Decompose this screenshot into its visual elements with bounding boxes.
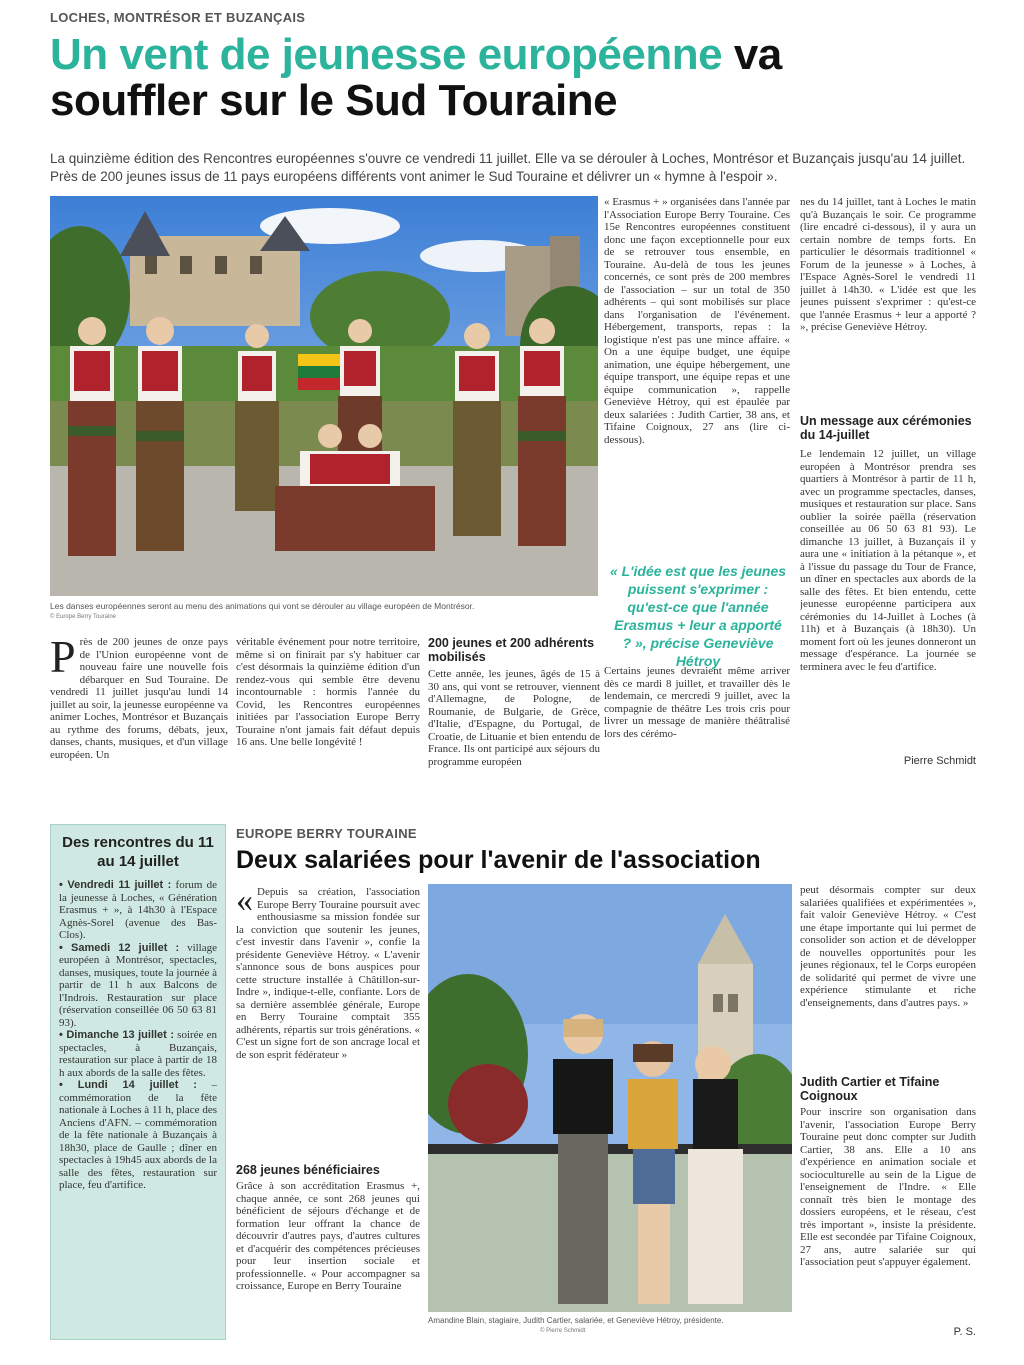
sidebar-title: Des rencontres du 11 au 14 juillet xyxy=(62,834,214,870)
sidebar-item-text: soirée en spectacles, à Buzançais, restauration sur place à partir de 18 h aux abords de la salle des fêtes. xyxy=(59,1029,217,1079)
headline-line-2: souffler sur le Sud Touraine xyxy=(50,76,618,125)
sidebar-body xyxy=(59,879,217,1192)
subhead-268: 268 jeunes bénéficiaires xyxy=(236,1163,380,1177)
text-paragraph: rès de 200 jeunes de onze pays de l'Union européenne vont de nouveau faire une nouvelle fois débarquer en Sud Touraine. De vendredi 11 juillet jusqu'au lundi 14 juillet au soir, la jeunesse européenne va animer Loches, Montrésor et Buzançais au rythme des forums, débats, jeux, danses, chants, musiques, et d'un village européen. Un xyxy=(50,636,228,761)
quote-mark: « xyxy=(236,886,253,919)
text-paragraph: Grâce à son accréditation Erasmus +, chaque année, ce sont 268 jeunes qui bénéficient de séjours d'échange et de formation leur offrant la chance de découvrir d'autres pays, d'autres cultures et d'acquérir des compétences précieuses pour leur insertion sociale et professionnelle. « Pour accompagner sa croissance, Europe en Berry Touraine xyxy=(236,1180,420,1292)
article2-signature: P. S. xyxy=(953,1326,976,1338)
sidebar-item xyxy=(59,879,217,942)
subhead-judith: Judith Cartier et Tifaine Coignoux xyxy=(800,1075,940,1103)
photo-caption: Les danses européennes seront au menu des animations qui vont se dérouler au village européen de Montrésor. xyxy=(50,601,475,611)
sidebar-item-label: • Samedi 12 juillet : xyxy=(59,941,180,954)
article2-kicker: EUROPE BERRY TOURAINE xyxy=(236,826,417,841)
text-paragraph: nes du 14 juillet, tant à Loches le matin qu'à Buzançais le soir. Ce programme (lire encadré ci-dessous), il y aura un certain nombre de temps forts. En particulier le désormais traditionnel « Forum de la jeunesse » à Loches, à l'Espace Agnès-Sorel le vendredi 11 juillet à 14h30. « L'idée est que les jeunes puissent s'exprimer : qu'est-ce que l'année Erasmus + leur a apporté ? », précise Geneviève Hétroy. xyxy=(800,196,976,333)
sidebar-item-label: • Vendredi 11 juillet : xyxy=(59,879,172,891)
subhead-message: Un message aux cérémonies du 14-juillet xyxy=(800,414,972,442)
sidebar-item xyxy=(59,1029,217,1079)
headline-part-2: va xyxy=(722,30,782,79)
sidebar-item xyxy=(59,942,217,1030)
article2-photo-credit: © Pierre Schmidt xyxy=(540,1328,586,1334)
article1-column-right1-bottom xyxy=(604,665,790,800)
article1-column-c xyxy=(428,668,600,804)
sidebar-item-label: • Dimanche 13 juillet : xyxy=(59,1029,174,1041)
chapo: La quinzième édition des Rencontres européennes s'ouvre ce vendredi 11 juillet. Elle va se dérouler à Loches, Montrésor et Buzançais jusqu'au 14 juillet. Près de 200 jeunes issus de 11 pays européens différents vont animer le Sud Touraine et délivrer un « hymne à l'espoir ». xyxy=(50,151,966,184)
sidebar-item-text: village européen à Montrésor, spectacles, danses, musiques, toute la journée à partir de 11 h aux Balcons de l'Indrois. Restauration sur place (réservation conseillée 06 50 63 81 93). xyxy=(59,941,217,1029)
sidebar-item xyxy=(59,1079,217,1192)
text-paragraph: Certains jeunes devraient même arriver dès ce mardi 8 juillet, et travailler dès le lendemain, ce mercredi 9 juillet, avec la compagnie de théâtre Les trois cris pour livrer un message de manière théâtralisé lors des cérémo- xyxy=(604,665,790,740)
signature: Pierre Schmidt xyxy=(903,755,976,767)
article1-column-a xyxy=(50,636,228,804)
photo-credit: © Europe Berry Touraine xyxy=(50,614,117,620)
main-photo xyxy=(50,196,598,596)
article2-photo-caption: Amandine Blain, stagiaire, Judith Cartier, salariée, et Geneviève Hétroy, présidente. xyxy=(428,1316,724,1325)
article2-column-a-top xyxy=(236,886,420,1156)
article1-column-right1 xyxy=(604,196,790,550)
text-paragraph: Le lendemain 12 juillet, un village européen à Montrésor prendra ses quartiers à Montrésor à partir de 11 h, avec un programme spectacles, danses, musiques et restauration sur place. Sans oublier la soirée paëlla (réservation conseillée au 06 50 63 81 93). Le dimanche 13 juillet, à Buzançais il y aura une « initiation à la pétanque », et à l'issue du passage du Tour de France, un dîner en spectacles aux abords de la salle des fêtes. Et bien entendu, cette jeunesse européenne participera aux cérémonies du 14-Juillet à Loches (à 11h) et à Buzançais (à 18h30). Un moment fort où les jeunes donneront un message d'espérance. La journée se terminera avec le feu d'artifice. xyxy=(800,448,976,673)
article2-column-b-top xyxy=(800,884,976,1066)
sidebar-item-text: forum de la jeunesse à Loches, « Génération Erasmus + », à 14h30 à l'Espace Agnès-Sorel (avenue des Bas-Clos). xyxy=(59,879,217,941)
text-paragraph: véritable événement pour notre territoire, même si on finirait par s'y habituer car c'est désormais la quinzième édition d'un rendez-vous qui semble être devenu incontournable : hormis l'année du Covid, les Rencontres européennes initiées par l'association Europe Berry Touraine n'ont jamais fait défaut depuis 16 ans. Une belle longévité ! xyxy=(236,636,420,748)
article1-column-right2-bottom xyxy=(800,448,976,748)
section-kicker: LOCHES, MONTRÉSOR ET BUZANÇAIS xyxy=(50,10,306,25)
article2-headline: Deux salariées pour l'avenir de l'association xyxy=(236,846,761,874)
text-paragraph: « Erasmus + » organisées dans l'année par l'Association Europe Berry Touraine. Ces 15e Rencontres européennes constituent donc une façon exceptionnelle pour eux de se retrouver tous ensemble, en Touraine. Au-delà de tous les jeunes concernés, ce sont près de 200 membres de l'association – sur un total de 350 adhérents – qui sont mobilisés sur place dans l'organisation de l'événement. Hébergement, transports, repas : la logistique n'est pas une mince affaire. « On a une équipe budget, une équipe animation, une équipe hébergement, une équipe transport, une équipe repas et une équipe communication », rappelle Geneviève Hétroy, qui est épaulée par deux salariées : Judith Cartier, 38 ans, et Tifaine Coignoux, 27 ans (lire ci-dessous). xyxy=(604,196,790,446)
text-paragraph: Depuis sa création, l'association Europe Berry Touraine poursuit avec enthousiasme sa mission fondée sur la conviction que soutenir les jeunes, c'est investir dans l'avenir », confie la présidente Geneviève Hétroy. « L'avenir s'annonce sous de bons auspices pour cette structure installée à Châtillon-sur-Indre », indique-t-elle, confiante. Lors de sa dernière assemblée générale, Europe en Berry Touraine comptait 355 adhérents, répartis sur trois générations. « C'est un signe fort de son ancrage local et de son esprit fédérateur » xyxy=(236,886,420,1061)
article2-photo xyxy=(428,884,792,1312)
dropcap: P xyxy=(50,636,76,682)
text-paragraph: Cette année, les jeunes, âgés de 15 à 30 ans, qui vont se retrouver, viennent d'Allemagne, de Pologne, de Roumanie, de Bulgarie, de Grèce, d'Italie, d'Espagne, du Portugal, de Croatie, de Lituanie et bien entendu de France. Ils ont participé aux séjours du programme européen xyxy=(428,668,600,768)
article1-column-right2-top xyxy=(800,196,976,406)
headline xyxy=(50,32,980,124)
sidebar-item-label: • Lundi 14 juillet : xyxy=(59,1079,197,1091)
subhead-200: 200 jeunes et 200 adhérents mobilisés xyxy=(428,636,595,664)
sidebar-box xyxy=(50,824,226,1340)
headline-green-part: Un vent de jeunesse européenne xyxy=(50,30,723,79)
sidebar-item-text: – commémoration de la fête nationale à Loches à 11 h, place des Anciens d'AFN. – commémoration de la fête nationale à Buzançais à 18h30, place de Gaulle ; dîner en spectacles à 19h45 aux abords de la salle des fêtes, restauration sur place, feu d'artifice. xyxy=(59,1079,217,1191)
text-paragraph: Pour inscrire son organisation dans l'avenir, l'association Europe Berry Touraine peut donc compter sur Judith Cartier, 38 ans. Elle a 10 ans d'expérience en animation sociale et socioculturelle au sein de la Ligue de l'enseignement de l'Indre. « Elle connaît très bien le montage des dossiers européens, et le réseau, c'est très important », insiste la présidente. Elle est secondée par Tifaine Coignoux, 27 ans, autre salariée sur qui l'association peut s'appuyer également. xyxy=(800,1106,976,1268)
article1-column-b xyxy=(236,636,420,804)
article2-column-a-bottom xyxy=(236,1180,420,1340)
article2-column-b-bottom xyxy=(800,1106,976,1320)
pull-quote: « L'idée est que les jeunes puissent s'exprimer : qu'est-ce que l'année Erasmus + leur a apporté ? », précise Geneviève Hétroy xyxy=(609,563,787,669)
text-paragraph: peut désormais compter sur deux salariées qualifiées et expérimentées », fait valoir Geneviève Hétroy. « C'est une étape importante qui lui permet de consolider son action et de développer de nouvelles opportunités pour les jeunes régionaux, tel le Corps européen de solidarité qui permet de vivre une expérience stimulante et riche d'enseignements, dans d'autres pays. » xyxy=(800,884,976,1009)
